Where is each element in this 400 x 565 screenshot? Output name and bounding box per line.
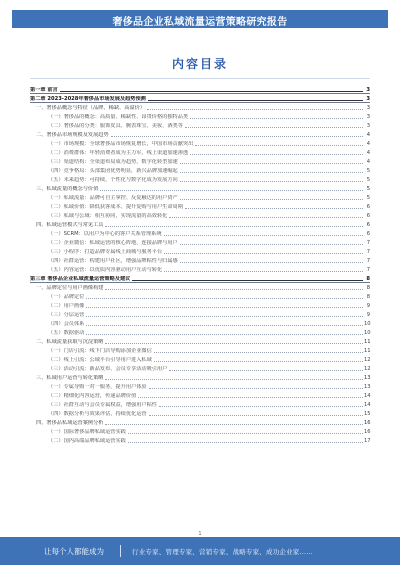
toc-entry[interactable] [30,408,370,417]
toc-entry-page: 8 [366,276,370,282]
toc-leader-dots [195,145,363,146]
toc-entry-page: 7 [366,249,370,255]
toc-entry[interactable] [30,264,370,273]
toc-entry[interactable] [30,426,370,435]
toc-entry[interactable] [30,120,370,129]
toc-entry-page: 17 [364,438,371,444]
toc-entry-page: 5 [366,177,370,183]
toc-leader-dots [86,307,363,308]
toc-entry[interactable] [30,219,370,228]
toc-leader-dots [185,127,363,128]
toc-entry[interactable] [30,183,370,192]
toc-leader-dots [111,136,363,137]
toc-entry[interactable] [30,255,370,264]
toc-entry-page: 3 [366,105,370,111]
toc-entry-page: 16 [364,429,371,435]
toc-leader-dots [105,379,363,380]
toc-leader-dots [105,226,363,227]
toc-leader-dots [132,280,363,281]
toc-entry-label: （三）渠道结构：全渠道布局成为趋势，数字化转型加速 [48,159,178,165]
toc-leader-dots [190,154,363,155]
toc-entry[interactable] [30,345,370,354]
toc-entry-label: （二）精细化内容运营，传递品牌价值 [48,393,137,399]
toc-entry[interactable] [30,390,370,399]
toc-entry[interactable] [30,192,370,201]
toc-leader-dots [180,199,363,200]
toc-entry[interactable] [30,417,370,426]
page-number: 1 [198,531,202,537]
toc-leader-dots [164,271,363,272]
toc-entry[interactable] [30,327,370,336]
toc-leader-dots [180,163,363,164]
toc-divider [30,78,370,79]
toc-entry-label: 第二章 2023-2028年奢侈品市场发展及趋势预测 [30,96,146,102]
toc-leader-dots [180,262,363,263]
toc-leader-dots [180,172,363,173]
toc-entry-page: 4 [366,159,370,165]
toc-entry-page: 15 [364,411,371,417]
toc-entry-page: 3 [366,96,370,102]
toc-entry-label: （二）用户画像 [48,303,85,309]
toc-entry[interactable] [30,363,370,372]
toc-entry-page: 3 [366,123,370,129]
toc-leader-dots [180,181,363,182]
toc-leader-dots [164,235,363,236]
toc-entry[interactable] [30,399,370,408]
footer-banner [0,537,400,565]
toc-title: 内容目录 [171,57,228,71]
toc-entry[interactable] [30,111,370,120]
toc-entry-label: （三）私域与公域：相互协同，实现流量的高效转化 [48,213,168,219]
toc-entry-label: （三）社群互动与会员专属权益，增强用户粘性 [48,402,157,408]
footer-slogan: 让每个人都能成为 [44,547,104,556]
toc-entry[interactable] [30,336,370,345]
toc-entry[interactable] [30,246,370,255]
toc-entry[interactable] [30,156,370,165]
toc-entry[interactable] [30,273,370,282]
toc-entry[interactable] [30,318,370,327]
toc-leader-dots [86,316,363,317]
toc-entry-page: 6 [366,204,370,210]
toc-entry-page: 13 [364,384,371,390]
toc-entry-page: 4 [366,150,370,156]
toc-entry-label: （二）线上引流：公域平台引导用户进入私域 [48,357,152,363]
toc-entry-label: （四）数据分析与效果评估，持续优化运营 [48,411,147,417]
toc-entry[interactable] [30,210,370,219]
toc-entry-label: （二）国内高端品牌私域运营实践 [48,438,126,444]
toc-leader-dots [128,442,363,443]
toc-leader-dots [105,289,363,290]
footer-tagline: 行业专家、管理专家、营销专家、战略专家、成功企业家…… [132,548,313,556]
toc-leader-dots [148,100,363,101]
report-header [0,0,400,30]
toc-entry-label: （三）小程序：打造品牌专属线上商城与服务平台 [48,249,163,255]
toc-entry-page: 8 [366,294,370,300]
toc-leader-dots [105,424,363,425]
toc-entry-page: 10 [364,321,371,327]
toc-entry-page: 14 [364,393,371,399]
toc-entry-label: 四、奢侈品私域运营案例分析 [36,420,104,426]
toc-leader-dots [164,253,363,254]
toc-entry-page: 4 [366,141,370,147]
toc-entry-page: 14 [364,402,371,408]
toc-entry-label: 三、私域流量的概念与价值 [36,186,99,192]
toc-entry-page: 7 [366,267,370,273]
toc-entry-page: 13 [364,375,371,381]
toc-leader-dots [185,208,363,209]
toc-entry-label: （三）分层运营 [48,312,85,318]
toc-entry[interactable] [30,381,370,390]
toc-entry-label: 第一章 前言 [30,87,58,93]
toc-leader-dots [149,388,363,389]
toc-entry-page: 9 [366,312,370,318]
toc-entry-label: （一）SCRM：以用户为中心的客户关系管理系统 [48,231,162,237]
footer-separator [120,545,121,557]
toc-leader-dots [138,397,363,398]
toc-leader-dots [149,415,363,416]
toc-leader-dots [154,352,363,353]
toc-entry[interactable] [30,138,370,147]
toc-entry[interactable] [30,372,370,381]
toc-entry-page: 5 [366,195,370,201]
toc-entry-label: （一）国际奢侈品牌私域运营实践 [48,429,126,435]
toc-entry-label: （一）专属导购一对一服务，提升用户体验 [48,384,147,390]
toc-leader-dots [86,334,363,335]
toc-entry-label: （一）私域流量：品牌可自主掌控、反复触达的用户资产 [48,195,178,201]
toc-leader-dots [147,109,363,110]
toc-leader-dots [60,91,363,92]
toc-entry[interactable] [30,354,370,363]
toc-entry-page: 6 [366,222,370,228]
toc-entry-page: 11 [364,348,371,354]
toc-leader-dots [154,361,363,362]
toc-entry-label: 一、品牌定位与用户画像构建 [36,285,104,291]
table-of-contents [30,84,370,444]
toc-entry-page: 4 [366,132,370,138]
toc-entry[interactable] [30,228,370,237]
toc-entry-page: 7 [366,240,370,246]
toc-entry-page: 12 [364,366,371,372]
toc-entry-page: 5 [366,186,370,192]
toc-entry-label: （二）企业微信：私域运营的核心阵地，连接品牌与用户 [48,240,178,246]
toc-entry-label: （二）奢侈品的分类：服饰皮具、腕表珠宝、美妆、酒类等 [48,123,183,129]
toc-entry-label: （一）奢侈品的概念：高质量、稀缺性、昂贵价格的独特品类 [48,114,189,120]
toc-entry-page: 6 [366,231,370,237]
toc-entry-page: 9 [366,303,370,309]
toc-entry[interactable] [30,165,370,174]
toc-leader-dots [180,244,363,245]
report-title: 奢侈品企业私域流量运营策略研究报告 [112,17,288,28]
toc-entry-page: 16 [364,420,371,426]
toc-entry-page: 11 [364,339,371,345]
toc-entry-label: 第三章 奢侈品企业私域流量运营策略及建议 [30,276,131,282]
toc-entry-label: （三）活动引流：新品发布、会员专享活动吸引用户 [48,366,168,372]
toc-leader-dots [105,343,363,344]
toc-entry-page: 3 [366,87,370,93]
toc-entry-label: （五）内容运营：以优质内容驱动用户互动与转化 [48,267,163,273]
toc-leader-dots [86,298,363,299]
toc-leader-dots [169,370,363,371]
toc-entry[interactable] [30,309,370,318]
toc-entry[interactable] [30,201,370,210]
toc-entry-label: （四）竞争格局：头部集团优势明显，新兴品牌加速崛起 [48,168,178,174]
toc-entry-label: （一）品牌定位 [48,294,85,300]
toc-entry-label: （五）数据驱动 [48,330,85,336]
toc-entry-label: 一、奢侈品概念与特征（品牌、稀缺、高溢价） [36,105,145,111]
toc-entry[interactable] [30,129,370,138]
toc-entry-label: （四）社群运营：构建用户社区，增强品牌粘性与归属感 [48,258,178,264]
toc-leader-dots [159,406,363,407]
toc-entry-label: 二、奢侈品市场规模及发展趋势 [36,132,109,138]
toc-entry-page: 7 [366,258,370,264]
toc-entry-page: 12 [364,357,371,363]
toc-entry[interactable] [30,237,370,246]
toc-entry-label: （一）市场规模：全球奢侈品市场恢复增长，中国市场贡献突出 [48,141,194,147]
toc-entry[interactable] [30,174,370,183]
toc-entry-page: 10 [364,330,371,336]
toc-entry-label: （五）未来趋势：可持续、个性化与数字化成为发展方向 [48,177,178,183]
toc-entry-label: （二）私域价值：降低获客成本、提升复购与用户生命周期 [48,204,183,210]
toc-entry-label: 二、私域流量获取与沉淀策略 [36,339,104,345]
toc-entry-label: （二）消费群体：年轻消费者成为主力军，线上渠道加速渗透 [48,150,189,156]
toc-entry-label: 四、私域运营模式与常见工具 [36,222,104,228]
toc-leader-dots [190,118,363,119]
toc-entry[interactable] [30,300,370,309]
toc-leader-dots [169,217,363,218]
toc-entry[interactable] [30,93,370,102]
toc-entry-page: 8 [366,285,370,291]
toc-entry[interactable] [30,84,370,93]
toc-leader-dots [100,190,363,191]
toc-entry-label: （四）会员体系 [48,321,85,327]
toc-leader-dots [86,325,363,326]
toc-entry-page: 6 [366,213,370,219]
toc-entry[interactable] [30,102,370,111]
toc-entry-page: 3 [366,114,370,120]
toc-entry-label: （一）门店引流：线下门店导购添加企业微信 [48,348,152,354]
toc-entry[interactable] [30,291,370,300]
toc-entry-page: 5 [366,168,370,174]
toc-entry[interactable] [30,147,370,156]
toc-entry[interactable] [30,435,370,444]
toc-entry-label: 三、私域用户运营与转化策略 [36,375,104,381]
toc-leader-dots [128,433,363,434]
toc-entry[interactable] [30,282,370,291]
